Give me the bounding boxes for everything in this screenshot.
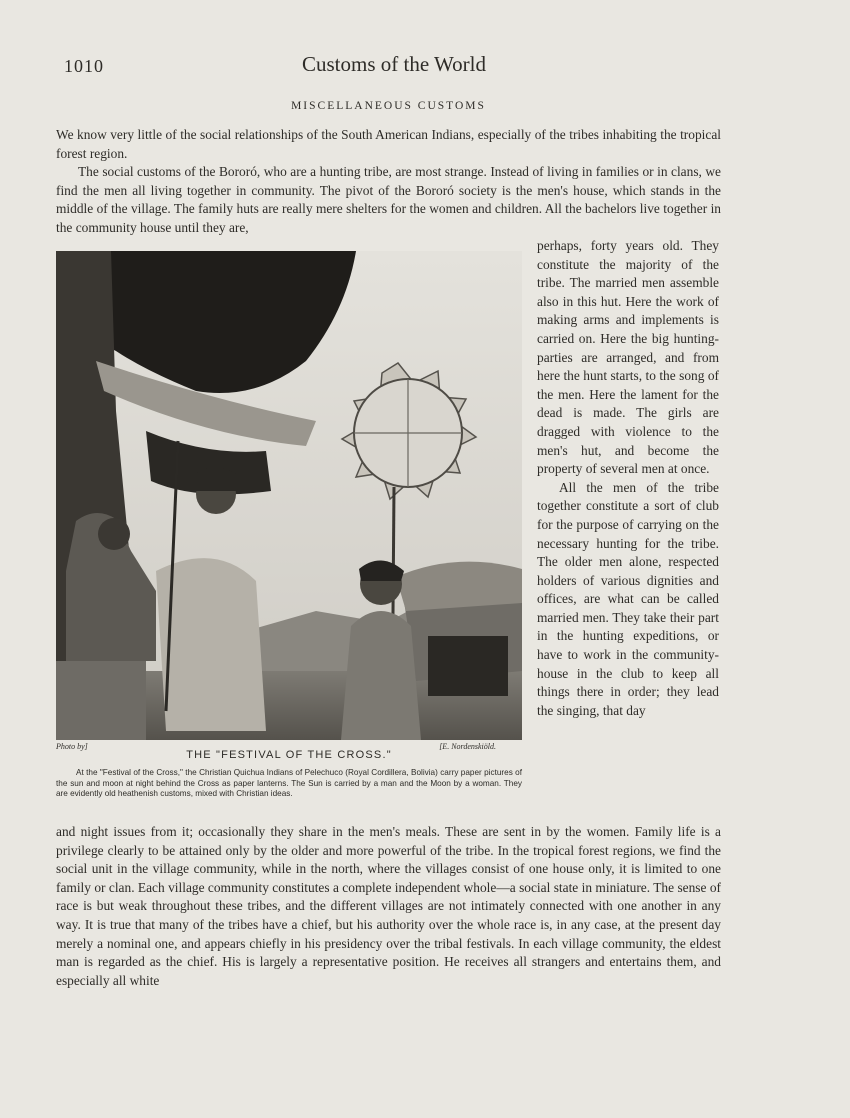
page-number: 1010 [64, 56, 104, 76]
side-column [537, 237, 719, 720]
paragraph-intro: We know very little of the social relationships of the South American Indians, especially of the tribes inhabiting the tropical forest region. [56, 127, 721, 161]
paragraph-club: All the men of the tribe together constitute a sort of club for the purpose of carrying on the necessary hunting for the tribe. The older men alone, respected holders of various dignities and offices, are what can be called married men. They take their part in the hunting expeditions, or have to work in the community-house in the club to keep all things there in order; they lead the singing, that day [537, 479, 719, 718]
page-header [64, 52, 724, 82]
section-title: MISCELLANEOUS CUSTOMS [291, 100, 486, 112]
photographer-credit: [E. Nordenskiöld. [439, 742, 496, 751]
paragraph-mens-house: perhaps, forty years old. They constitute the majority of the tribe. The married men assemble also in this hut. Here the work of making arms and implements is carried on. Here the big hunting-parties are arranged, and from here the hunt starts, to the song of the men. Here the lament for the dead is made. The girls are dragged with violence to the men's hut, and become the property of several men at once. [537, 238, 719, 477]
photo-credit-label: Photo by] [56, 742, 88, 751]
paragraph-village-community: and night issues from it; occasionally they share in the men's meals. These are sent in by the women. Family life is a privilege clearly to be attained only by the older and more powerful of the tribe. In the tropical forest regions, we find the social unit in the village community, while in the north, where the villages consist of one house only, it is limited to one family or clan. Each village community constitutes a complete independent whole—a social state in miniature. The sense of race is but weak throughout these tribes, and the different villages are not intimately connected with one another in any way. It is true that many of the tribes have a chief, but his authority over the whole race is, in any case, at the present day merely a nominal one, and appears chiefly in his presidency over the tribal festivals. In each village community, the eldest man is regarded as the chief. His is largely a representative position. He receives all strangers and entertains them, and especially all white [56, 824, 721, 988]
figure-caption: At the "Festival of the Cross," the Christian Quichua Indians of Pelechuco (Royal Cordillera, Bolivia) carry paper pictures of the sun and moon at night behind the Cross as paper lanterns. The Sun is carried by a man and the Moon by a woman. They are evidently old heathenish customs, mixed with Christian ideas. [56, 768, 522, 799]
figure-title: THE "FESTIVAL OF THE CROSS." [186, 749, 392, 761]
running-title: Customs of the World [301, 52, 486, 76]
festival-photo [56, 251, 522, 740]
paragraph-bororo: The social customs of the Bororó, who are a hunting tribe, are most strange. Instead of living in families or in clans, we find the men all living together in community. The pivot of the Bororó society is the men's house, which stands in the middle of the village. The family huts are really mere shelters for the women and children. All the bachelors live together in the community house until they are, [56, 164, 721, 235]
